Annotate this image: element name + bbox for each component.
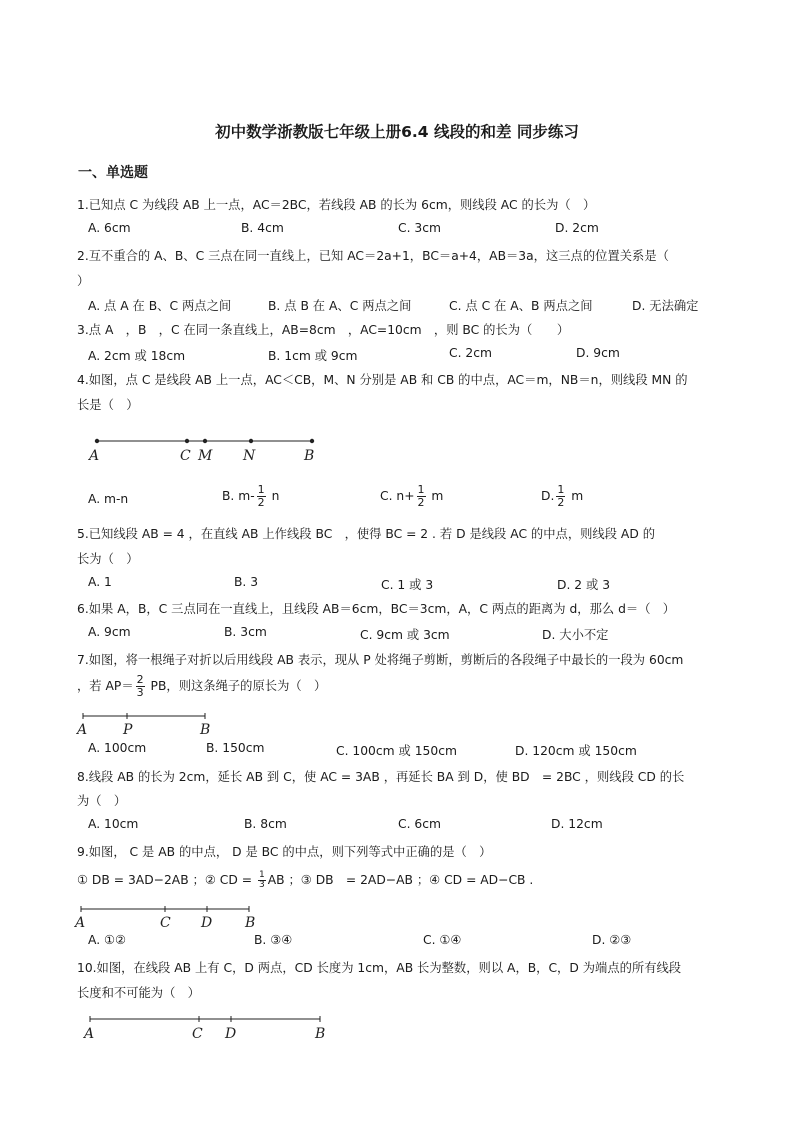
q2-option-a[interactable]: A. 点 A 在 B、C 两点之间 [88,299,232,313]
q4-option-d[interactable]: D. $\frac{1}{2}$ m [541,483,584,509]
q7-label-p: P [123,722,133,738]
q4-label-c: C [180,448,191,464]
q3-option-a[interactable]: A. 2cm 或 18cm [88,349,186,363]
question-8-cont: 为（ ） [77,794,127,808]
question-4: 4.如图，点 C 是线段 AB 上一点，AC＜CB，M、N 分别是 AB 和 CB 的中点，AC＝m，NB＝n，则线段 MN 的 [77,373,688,387]
q2-option-c[interactable]: C. 点 C 在 A、B 两点之间 [449,299,593,313]
q8-option-b[interactable]: B. 8cm [244,817,287,831]
q9-label-a: A [75,915,86,931]
question-8: 8.线段 AB 的长为 2cm，延长 AB 到 C，使 AC = 3AB ，再延长 BA 到 D，使 BD = 2BC ，则线段 CD 的长 [77,770,685,784]
q1-option-a[interactable]: A. 6cm [88,221,131,235]
fraction: $\frac{1}{2}$ [257,483,265,509]
fraction: $\frac{2}{3}$ [136,673,144,699]
q4-label-n: N [243,448,256,464]
q8-option-c[interactable]: C. 6cm [398,817,441,831]
q7-option-d[interactable]: D. 120cm 或 150cm [515,744,637,758]
fraction: $\frac{1}{2}$ [557,483,565,509]
q5-option-b[interactable]: B. 3 [234,575,259,589]
q4-label-b: B [304,448,315,464]
q3-option-c[interactable]: C. 2cm [449,346,492,360]
q4-point-m [203,439,207,443]
question-3: 3.点 A ，B ，C 在同一条直线上，AB=8cm ，AC=10cm ，则 BC 的长为（ ） [77,323,570,337]
q2-option-d[interactable]: D. 无法确定 [632,299,699,313]
q4-point-c [185,439,189,443]
q4-point-a [95,439,99,443]
question-2: 2.互不重合的 A、B、C 三点在同一直线上，已知 AC＝2a+1，BC＝a+4，AB＝3a，这三点的位置关系是（ [77,249,669,263]
q10-label-b: B [315,1026,326,1042]
q9-option-c[interactable]: C. ①④ [423,933,462,947]
q5-option-c[interactable]: C. 1 或 3 [381,578,434,592]
question-7: 7.如图，将一根绳子对折以后用线段 AB 表示，现从 P 处将绳子剪断，剪断后的各段绳子中最长的一段为 60cm [77,653,684,667]
q7-segment-figure [75,710,225,738]
q7-option-a[interactable]: A. 100cm [88,741,147,755]
fraction: $\frac{1}{2}$ [417,483,425,509]
q2-option-b[interactable]: B. 点 B 在 A、C 两点之间 [268,299,412,313]
question-5: 5.已知线段 AB = 4 ，在直线 AB 上作线段 BC ，使得 BC = 2 . 若 D 是线段 AC 的中点，则线段 AD 的 [77,527,656,541]
q6-option-c[interactable]: C. 9cm 或 3cm [360,628,450,642]
q4-point-b [310,439,314,443]
q8-option-d[interactable]: D. 12cm [551,817,603,831]
question-10: 10.如图，在线段 AB 上有 C，D 两点，CD 长度为 1cm，AB 长为整数，则以 A，B，C，D 为端点的所有线段 [77,961,682,975]
q10-label-d: D [225,1026,237,1042]
q4-point-n [249,439,253,443]
question-5-cont: 长为（ ） [77,552,139,566]
q9-option-d[interactable]: D. ②③ [592,933,632,947]
q6-option-a[interactable]: A. 9cm [88,625,131,639]
q3-option-b[interactable]: B. 1cm 或 9cm [268,349,358,363]
page-title: 初中数学浙教版七年级上册6.4 线段的和差 同步练习 [215,123,579,141]
q6-option-b[interactable]: B. 3cm [224,625,267,639]
fraction: $\frac{1}{3}$ [258,870,265,890]
q7-option-b[interactable]: B. 150cm [206,741,265,755]
q9-option-a[interactable]: A. ①② [88,933,127,947]
q9-label-d: D [201,915,213,931]
q4-label-a: A [89,448,100,464]
q4-option-b-text: B. m- [222,489,255,503]
q4-label-m: M [198,448,213,464]
question-6: 6.如果 A，B，C 三点同在一直线上，且线段 AB＝6cm，BC＝3cm，A，C 两点的距离为 d，那么 d＝（ ） [77,602,676,616]
q7-label-b: B [200,722,211,738]
question-9-equations: ① DB = 3AD−2AB ；② CD = $\frac{1}{3}$ AB ；③ DB = 2AD−AB ；④ CD = AD−CB . [77,870,534,890]
q6-option-d[interactable]: D. 大小不定 [542,628,609,642]
question-10-cont: 长度和不可能为（ ） [77,986,200,1000]
q4-option-b[interactable]: B. m- $\frac{1}{2}$ n [222,483,280,509]
q9-label-b: B [245,915,256,931]
q3-option-d[interactable]: D. 9cm [576,346,620,360]
q1-option-d[interactable]: D. 2cm [555,221,599,235]
question-2-cont: ） [77,274,90,288]
q1-option-c[interactable]: C. 3cm [398,221,441,235]
question-4-cont: 长是（ ） [77,398,139,412]
q4-option-c[interactable]: C. n+ $\frac{1}{2}$ m [380,483,444,509]
question-7-cont: ，若 AP＝ $\frac{2}{3}$ PB，则这条绳子的原长为（ ） [77,673,327,699]
question-1: 1.已知点 C 为线段 AB 上一点，AC＝2BC，若线段 AB 的长为 6cm，则线段 AC 的长为（ ） [77,198,596,212]
q5-option-d[interactable]: D. 2 或 3 [557,578,611,592]
q10-label-a: A [84,1026,95,1042]
q4-option-a[interactable]: A. m-n [88,492,129,506]
q5-option-a[interactable]: A. 1 [88,575,112,589]
q9-label-c: C [160,915,171,931]
q7-option-c[interactable]: C. 100cm 或 150cm [336,744,457,758]
q7-label-a: A [77,722,88,738]
q10-segment-figure [82,1012,332,1042]
question-9: 9.如图， C 是 AB 的中点， D 是 BC 的中点，则下列等式中正确的是（ ） [77,845,492,859]
q1-option-b[interactable]: B. 4cm [241,221,284,235]
q8-option-a[interactable]: A. 10cm [88,817,139,831]
section-heading: 一、单选题 [78,165,148,181]
q9-segment-figure [73,903,273,931]
q9-option-b[interactable]: B. ③④ [254,933,293,947]
q4-segment-figure [85,432,325,466]
q10-label-c: C [192,1026,203,1042]
